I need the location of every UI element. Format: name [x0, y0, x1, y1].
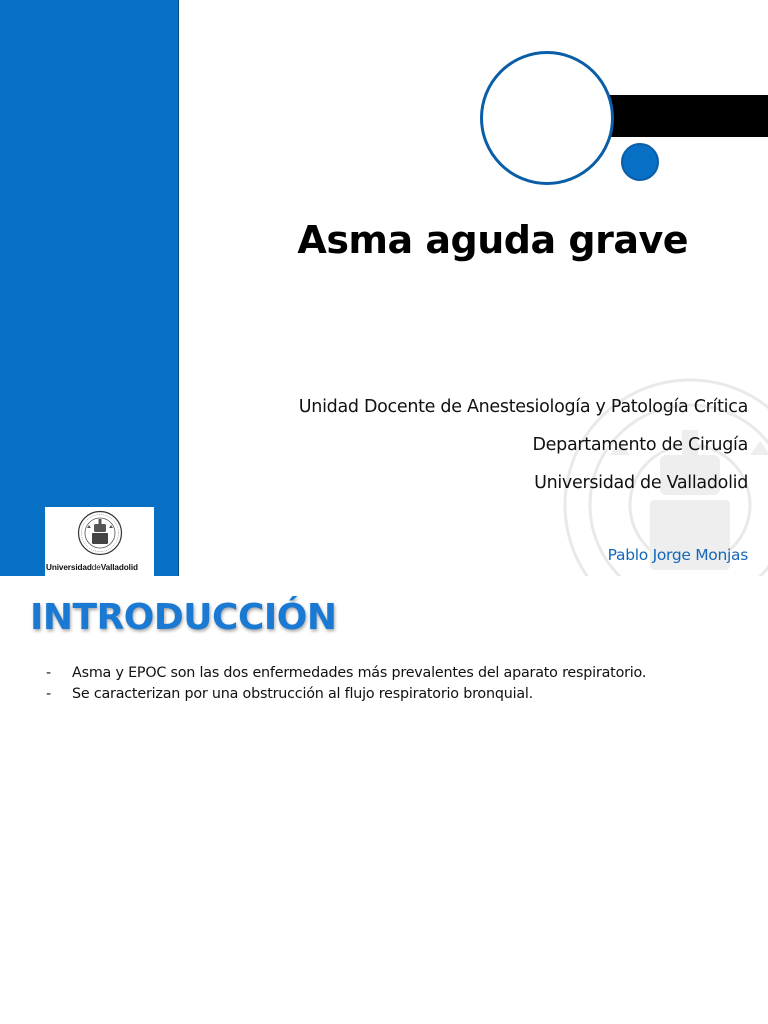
list-item — [46, 663, 746, 684]
decorative-ring — [480, 51, 614, 185]
left-blue-band — [0, 0, 179, 576]
bullet-text: Se caracterizan por una obstrucción al flujo respiratorio bronquial. — [72, 686, 534, 702]
university-line: Universidad de Valladolid — [534, 473, 748, 493]
section-heading: INTRODUCCIÓN — [30, 597, 337, 638]
university-logo — [45, 507, 154, 576]
logo-word-de: de — [91, 563, 101, 572]
bullet-text: Asma y EPOC son las dos enfermedades más prevalentes del aparato respiratorio. — [72, 665, 647, 681]
logo-word-universidad: Universidad — [46, 563, 92, 572]
decorative-black-bar — [600, 95, 768, 137]
logo-word-valladolid: Valladolid — [100, 563, 138, 572]
bullet-dash: - — [46, 665, 51, 681]
slide-title: Asma aguda grave — [297, 218, 688, 262]
author-name: Pablo Jorge Monjas — [607, 546, 748, 564]
logo-wordmark — [46, 563, 138, 572]
department-line: Departamento de Cirugía — [532, 435, 748, 455]
unit-line: Unidad Docente de Anestesiología y Patología Crítica — [298, 397, 748, 417]
bullet-list — [46, 663, 746, 705]
bullet-dash: - — [46, 686, 51, 702]
list-item — [46, 684, 746, 705]
university-seal-icon — [77, 510, 123, 556]
decorative-blue-dot — [621, 143, 659, 181]
